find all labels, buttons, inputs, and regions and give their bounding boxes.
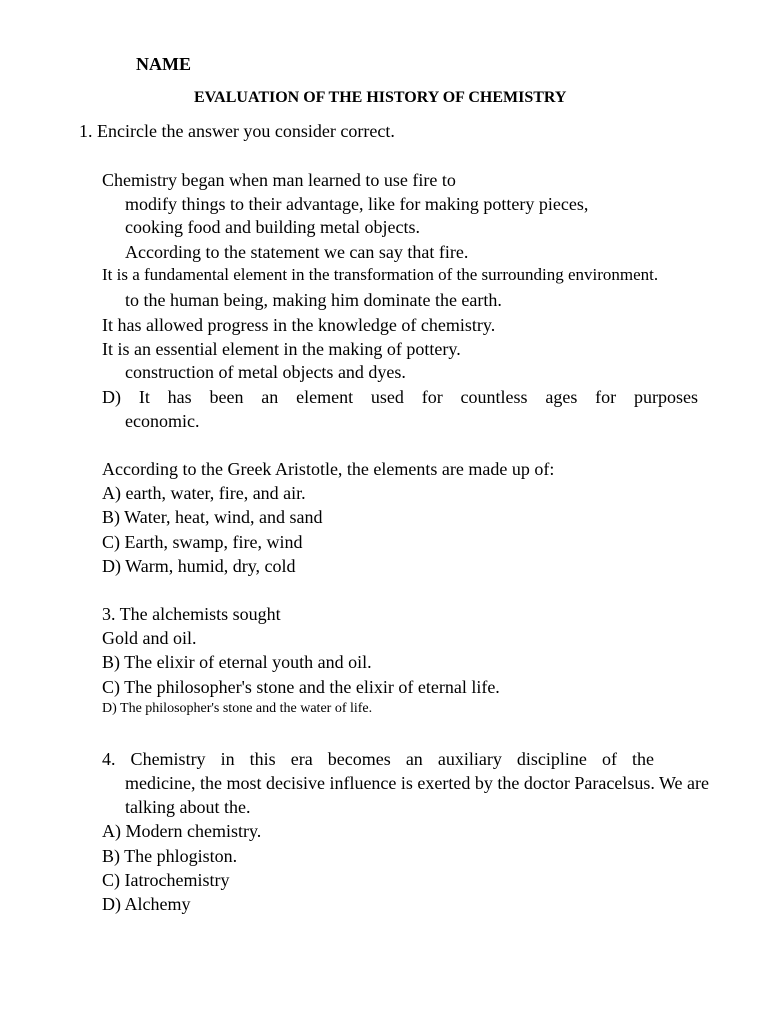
option-d: D) Alchemy: [102, 894, 191, 914]
option-c: C) The philosopher's stone and the elixir of eternal life.: [102, 677, 500, 697]
question-stem-line: medicine, the most decisive influence is exerted by the doctor Paracelsus. We are: [125, 773, 710, 793]
option-c: C) Earth, swamp, fire, wind: [102, 532, 303, 552]
option-b: B) The phlogiston.: [102, 846, 238, 866]
option-a: A) Modern chemistry.: [102, 821, 262, 841]
question-stem-line: According to the statement we can say that fire.: [125, 242, 469, 262]
option-d: D) Warm, humid, dry, cold: [102, 556, 296, 576]
name-label: NAME: [136, 54, 191, 74]
question-stem-line: Chemistry began when man learned to use fire to: [102, 170, 456, 190]
option-c-line-1: It is an essential element in the making of pottery.: [102, 339, 461, 359]
option-b: It has allowed progress in the knowledge of chemistry.: [102, 315, 496, 335]
option-a-line-1: It is a fundamental element in the transformation of the surrounding environment.: [102, 265, 659, 284]
option-a: A) earth, water, fire, and air.: [102, 483, 306, 503]
option-a: Gold and oil.: [102, 628, 197, 648]
option-b: B) Water, heat, wind, and sand: [102, 507, 323, 527]
question-stem-line: talking about the.: [125, 797, 251, 817]
instruction-text: 1. Encircle the answer you consider correct.: [79, 121, 395, 141]
question-stem: 3. The alchemists sought: [102, 604, 281, 624]
option-c: C) Iatrochemistry: [102, 870, 230, 890]
question-stem: According to the Greek Aristotle, the elements are made up of:: [102, 459, 555, 479]
option-d-line-1: D) It has been an element used for countless ages for purposes: [102, 387, 698, 407]
option-b: B) The elixir of eternal youth and oil.: [102, 652, 372, 672]
option-d-line-2: economic.: [125, 411, 200, 431]
option-c-line-2: construction of metal objects and dyes.: [125, 362, 406, 382]
question-stem-line: 4. Chemistry in this era becomes an auxiliary discipline of the: [102, 749, 654, 769]
option-d: D) The philosopher's stone and the water of life.: [102, 701, 373, 716]
question-stem-line: modify things to their advantage, like for making pottery pieces,: [125, 194, 589, 214]
option-a-line-2: to the human being, making him dominate the earth.: [125, 290, 502, 310]
question-stem-line: cooking food and building metal objects.: [125, 217, 420, 237]
page-title: EVALUATION OF THE HISTORY OF CHEMISTRY: [194, 89, 567, 106]
